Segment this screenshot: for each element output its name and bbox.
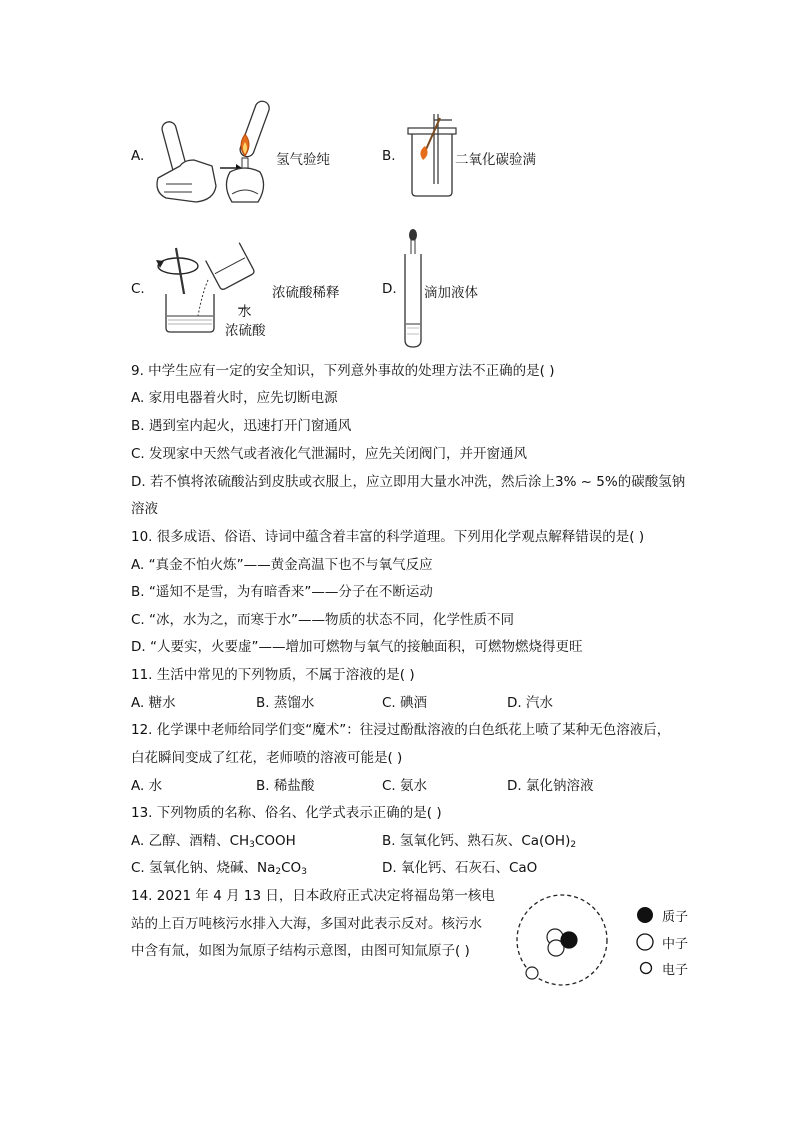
option-c-letter: C. [131,281,145,297]
legend-electron-label: 电子 [662,963,689,978]
option-b-letter: B. [382,148,396,164]
q14-stem-line2: 站的上百万吨核污水排入大海，多国对此表示反对。核污水 [131,916,482,932]
option-d-letter: D. [382,281,397,297]
q12-stem-line1: 12. 化学课中老师给同学们变“魔术”：往浸过酚酞溶液的白色纸花上喷了某种无色溶液后， [131,722,671,738]
q14-stem-line3: 中含有氚，如图为氚原子结构示意图，由图可知氚原子( ) [131,943,470,959]
q10-stem: 10. 很多成语、俗语、诗词中蕴含着丰富的科学道理。下列用化学观点解释错误的是( ) [131,529,645,545]
co2-full-test-figure [404,114,460,198]
q9-option-d: D. 若不慎将浓硫酸沾到皮肤或衣服上，应立即用大量水冲洗，然后涂上3% ~ 5%的碳酸氢钠 [131,474,686,490]
q12-option-c: C. 氨水 [382,778,428,794]
neutron-legend-icon [636,933,654,951]
option-d-caption: 滴加液体 [424,285,478,301]
electron-legend-icon [639,961,653,975]
q11-option-c: C. 碘酒 [382,695,428,711]
hydrogen-purity-test-figure [150,98,280,216]
proton-legend-icon [636,906,654,924]
q12-stem-line2: 白花瞬间变成了红花，老师喷的溶液可能是( ) [131,750,403,766]
q9-option-a: A. 家用电器着火时，应先切断电源 [131,390,338,406]
option-b-caption: 二氧化碳验满 [455,152,536,168]
q13-option-c: C. 氢氧化钠、烧碱、$Na_2CO_3$ [131,860,307,877]
q9-option-c: C. 发现家中天然气或者液化气泄漏时，应先关闭阀门，并开窗通风 [131,446,528,462]
option-a-caption: 氢气验纯 [276,152,330,168]
q12-option-a: A. 水 [131,778,163,794]
q14-stem-line1: 14. 2021 年 4 月 13 日，日本政府正式决定将福岛第一核电 [131,888,495,904]
label-water: 水 [238,304,252,320]
q10-option-a: A. “真金不怕火炼”——黄金高温下也不与氧气反应 [131,557,433,573]
option-c-caption: 浓硫酸稀释 [272,285,340,301]
option-a-letter: A. [131,148,145,164]
proton [561,932,577,948]
q11-option-a: A. 糖水 [131,695,176,711]
legend-neutron-label: 中子 [662,937,689,952]
q13-option-d: D. 氧化钙、石灰石、CaO [382,860,538,876]
label-concentrated-acid: 浓硫酸 [225,323,266,339]
q9-option-b: B. 遇到室内起火，迅速打开门窗通风 [131,418,352,434]
q13-option-a: A. 乙醇、酒精、$CH_3COOH$ [131,833,296,850]
q13-option-b: B. 氢氧化钙、熟石灰、$Ca(OH)_2$ [382,833,577,850]
tritium-atom-diagram [512,890,612,990]
electron [526,967,538,979]
q9-stem: 9. 中学生应有一定的安全知识，下列意外事故的处理方法不正确的是( ) [131,363,555,379]
q9-option-d-continued: 溶液 [131,501,158,517]
q11-option-d: D. 汽水 [507,695,553,711]
legend-proton-label: 质子 [662,910,689,925]
q12-option-d: D. 氯化钠溶液 [507,778,594,794]
q11-stem: 11. 生活中常见的下列物质，不属于溶液的是( ) [131,667,415,683]
q10-option-c: C. “冰，水为之，而寒于水”——物质的状态不同，化学性质不同 [131,612,514,628]
q11-option-b: B. 蒸馏水 [256,695,315,711]
q10-option-d: D. “人要实，火要虚”——增加可燃物与氧气的接触面积，可燃物燃烧得更旺 [131,639,583,655]
q10-option-b: B. “遥知不是雪，为有暗香来”——分子在不断运动 [131,584,433,600]
q12-option-b: B. 稀盐酸 [256,778,315,794]
q13-stem: 13. 下列物质的名称、俗名、化学式表示正确的是( ) [131,805,442,821]
